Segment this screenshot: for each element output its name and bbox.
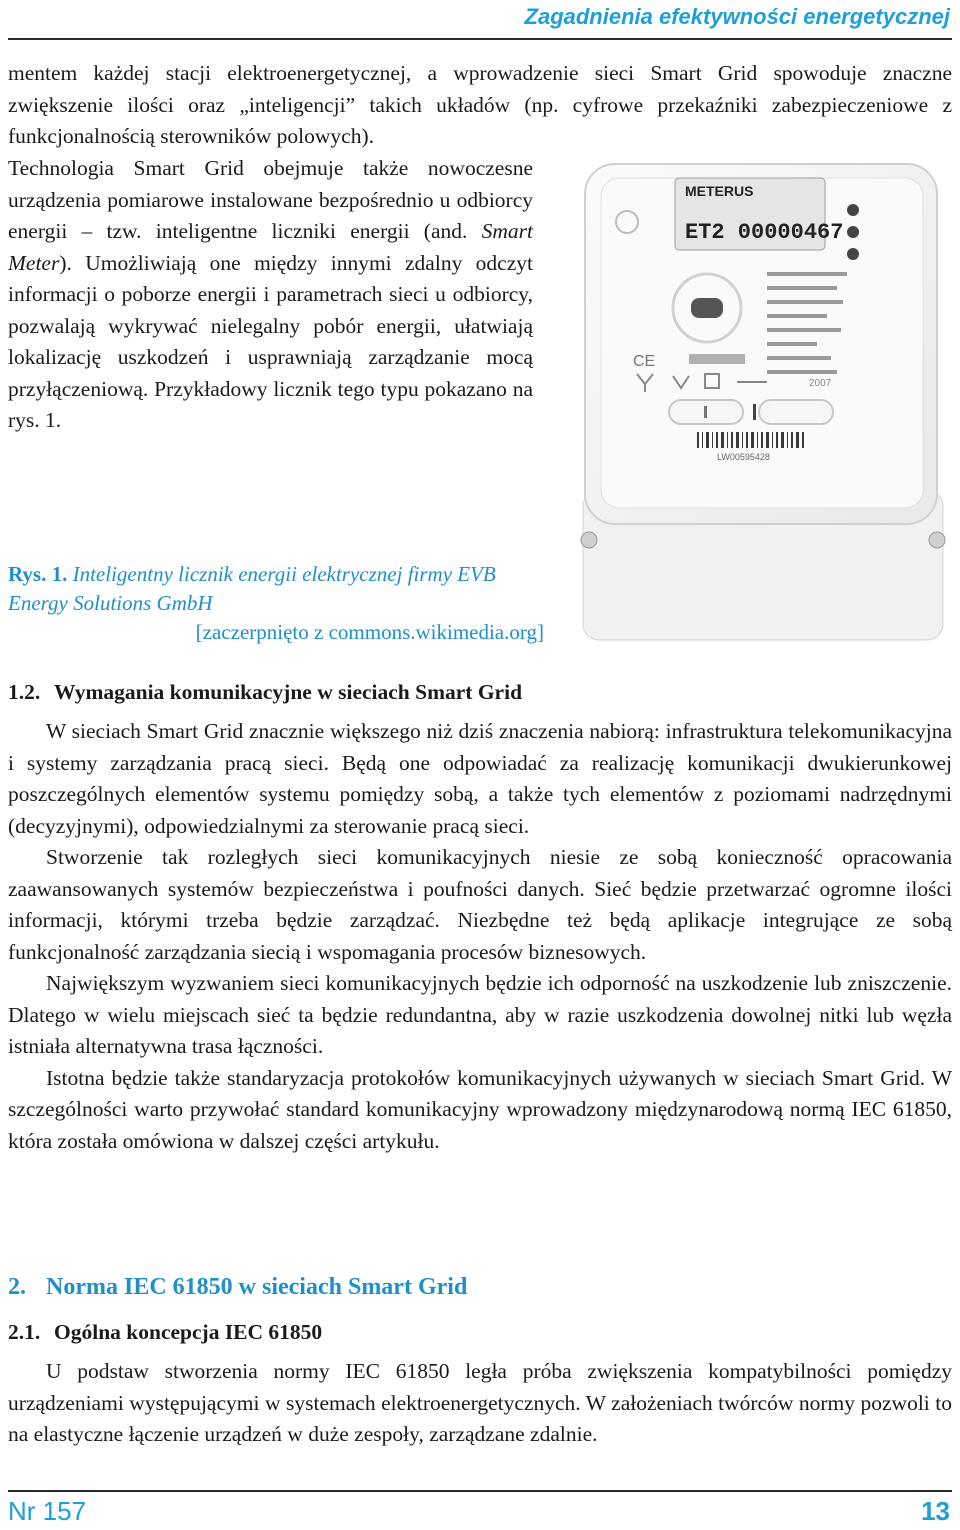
figure-label: Rys. 1. — [8, 562, 68, 586]
meter-display-reading: ET2 00000467 — [685, 220, 844, 245]
heading-2-1-number: 2.1. — [8, 1320, 41, 1344]
heading-2-1 — [8, 1320, 322, 1345]
heading-2-number: 2. — [8, 1274, 26, 1300]
issue-number: Nr 157 — [8, 1496, 87, 1526]
intro-narrow-text-2: ). Umożliwiają one między innymi zdalny odczyt informacji o poborze energii i parametrach sieci u odbiorcy, pozwalają wykrywać nielegalny pobór energii, ułatwiają lokalizację uszkodzeń i usprawniają zarządzanie mocą przyłączeniową. Przykładowy licznik tego typu pokazano na rys. 1. — [8, 250, 533, 432]
heading-1-2-number: 1.2. — [8, 680, 41, 704]
smart-meter-figure — [577, 160, 949, 646]
intro-wide-text: mentem każdej stacji elektroenergetycznej, a wprowadzenie sieci Smart Grid spowoduje znaczne zwiększenie ilości oraz „inteligencji” takich układów (np. cyfrowe przekaźniki zabezpieczeniowe z funkcjonalnością sterowników polowych). — [8, 61, 952, 148]
paragraph: Istotna będzie także standaryzacja protokołów komunikacyjnych używanych w sieciach Smart Grid. W szczególności warto przywołać standard komunikacyjny wprowadzony międzynarodową normą IEC 61850, która została omówiona w dalszej części artykułu. — [8, 1065, 952, 1153]
heading-2 — [8, 1274, 467, 1301]
figure-caption — [8, 560, 548, 647]
page-number: 13 — [921, 1496, 950, 1526]
section-2-1-body — [8, 1356, 952, 1451]
paragraph: Stworzenie tak rozległych sieci komunikacyjnych niesie ze sobą konieczność opracowania zaawansowanych systemów bezpieczeństwa i poufności danych. Sieć będzie przetwarzać ogromne ilości informacji, którymi trzeba będzie zarządzać. Niezbędne też będą aplikacje integrujące ze sobą funkcjonalność zarządzania siecią i wspomagania procesów biznesowych. — [8, 845, 952, 964]
header-rule — [8, 38, 952, 40]
heading-2-1-title: Ogólna koncepcja IEC 61850 — [54, 1320, 323, 1344]
intro-paragraph-narrow — [8, 153, 533, 437]
heading-1-2 — [8, 680, 522, 705]
paragraph: W sieciach Smart Grid znacznie większego niż dziś znaczenia nabiorą: infrastruktura telekomunikacyjna i systemy zarządzania pracą sieci. Będą one odpowiadać za realizację komunikacji dwukierunkowej poszczególnych elementów systemu pomiędzy sobą, a także tych elementów z poziomami nadrzędnymi (decyzyjnymi), odpowiedzialnymi za sterowanie pracą sieci. — [8, 719, 952, 838]
intro-paragraph-wide — [8, 58, 952, 153]
meter-brand: METERUS — [685, 183, 754, 199]
footer-rule — [8, 1490, 952, 1492]
running-header: Zagadnienia efektywności energetycznej — [524, 4, 950, 29]
figure-caption-text: Inteligentny licznik energii elektrycznej firmy EVB Energy Solutions GmbH — [8, 562, 496, 615]
figure-source: [zaczerpnięto z commons.wikimedia.org] — [195, 620, 544, 644]
meter-year: 2007 — [809, 378, 832, 389]
heading-1-2-title: Wymagania komunikacyjne w sieciach Smart Grid — [54, 680, 523, 704]
section-1-2-body — [8, 716, 952, 1157]
paragraph: U podstaw stworzenia normy IEC 61850 legła próba zwiększenia kompatybilności pomiędzy urządzeniami występującymi w systemach elektroenergetycznych. W założeniach twórców normy pozwoli to na elastyczne łączenie urządzeń w duże zespoły, zarządzane zdalnie. — [8, 1359, 952, 1446]
meter-serial: LW00595428 — [717, 452, 770, 462]
intro-narrow-italic: Smart Meter — [8, 219, 533, 275]
paragraph: Największym wyzwaniem sieci komunikacyjnych będzie ich odporność na uszkodzenie lub zniszczenie. Dlatego w wielu miejscach sieć ta będzie redundantna, aby w razie uszkodzenia dowolnej nitki lub węzła istniała alternatywna trasa łączności. — [8, 971, 952, 1058]
heading-2-title: Norma IEC 61850 w sieciach Smart Grid — [46, 1274, 468, 1300]
svg-text:CE: CE — [633, 353, 656, 370]
intro-narrow-text-1: Technologia Smart Grid obejmuje także nowoczesne urządzenia pomiarowe instalowane bezpośrednio u odbiorcy energii – tzw. inteligentne liczniki energii (and. — [8, 156, 533, 243]
